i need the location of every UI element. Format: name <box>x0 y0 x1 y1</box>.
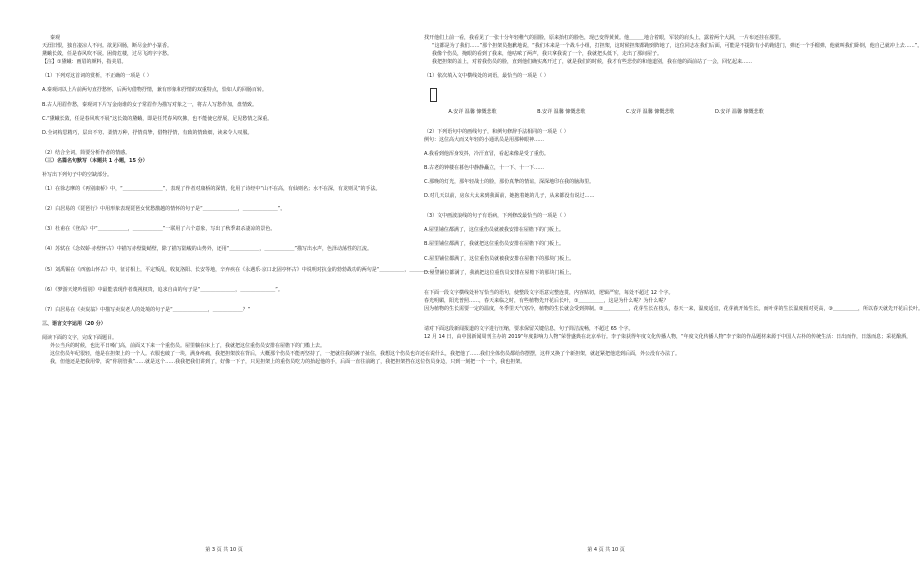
reading-intro: 阅读下面的文字，完成下面题目。 <box>42 334 118 341</box>
question-d-intro: 在下面一段文字横线处补写恰当的语句，使整段文字语意完整连贯，内容贴切，逻辑严密，每处不超过 12 个字。 <box>424 289 674 296</box>
question-1-option-b: B.古人用眉作愁，秦观词下片写金南谁的女子常眉作为描写对象之一，将古人写愁作加，盘情致。 <box>42 101 258 108</box>
poem-author: 秦观 <box>50 35 61 41</box>
section-heading: （三）名篇名句默写（本题共 1 小题，15 分） <box>42 157 148 164</box>
fill-item: （4）苏轼在《念奴娇·赤壁怀古》中描写赤壁陡峭壁，除了描写陆峻的山势外，还用“＿＿＿＿＿＿，＿＿＿＿＿＿”描写出水声，色泽动荡性的江流。 <box>42 246 372 253</box>
passage-paragraph: 找开他们上前一看，我看见了一张十分年轻稚气的圆脸，原来抬杠的脸色，现已变得黄黄。他＿＿＿地合着眼，军装的肩头上，露着两个大洞，一片布还挂在那里。 <box>424 35 785 41</box>
question-c-option-a: A.屋里铺位都满了，这位重伤员就被我安排在屋檐下的门板上。 <box>424 227 564 234</box>
question-c-option-d: D.屋里铺位都满了，我就把这位重伤员安排在屋檐下的那块门板上。 <box>424 269 575 276</box>
poem-line: 黛蛾长敛，任是春风吹不展。困倚危楼，过尽飞鸿字字愁。 <box>42 51 173 58</box>
question-a-options <box>424 108 788 116</box>
question-1-option-c: C.“黛蛾长敛，任是春风吹不展”这长敛的黛蛾，即是任凭春风吹拂，也不能使它舒展，足见愁情之深重。 <box>42 115 273 122</box>
poem-note: 【注】①黛蛾：画眉的颜料，指美眉。 <box>42 59 127 66</box>
passage-paragraph: 我，但他还是把我用带，说“你别管我”……就是这个……我我把我们讲到了，好像一下子，只见担架上的重伤员吃力的抬起他的手，后面一直往前跑了，我把担架挡在这位伤员身边，只到一刻把一个一个，我也担架。 <box>50 359 526 366</box>
option-b: B.安详 温馨 慷慨悲歌 <box>537 108 586 115</box>
question-b-option-d: D.对几天以前，房东大太来到我面前，她抱着她的儿子，从来都没有说过…… <box>424 193 595 200</box>
question-d-text: 春光明媚，阳光普照……，春天来临之时，有些植物先开花后长叶，①＿＿＿＿＿，这是为什么呢？为什么呢？ <box>424 297 669 304</box>
question-2: （2）结合全词，简要分析作者的情感。 <box>42 149 131 156</box>
question-b-stem: （2）下列语句中的画线句子，和例句修辞手法相同的一项是（ ） <box>424 128 569 135</box>
passage-paragraph: “这都是为了我们……”那个担架员抱歉地说，“我们本来是一个战斗小组，打担架，这时候担架都跑到阵地了，这位同志在我们后面，可能是不提防有小的跑进门，弹还一个手榴弹，他就叫我们卧倒，他自己就冲上去……”。 <box>432 43 923 50</box>
fill-item: （2）白居易的《琵琶行》中用形象表现琵琶女忧愁激越的情怀的句子是“＿＿＿＿＿＿＿，＿＿＿＿＿＿＿”。 <box>42 206 286 213</box>
question-a-stem: （1）依次填入文中横线处的词语，最恰当的一项是（ ） <box>424 73 549 80</box>
option-d: D.安详 温馨 慷慨悲歌 <box>714 108 764 115</box>
answer-box <box>430 88 437 102</box>
question-e-intro: 请对下面这段新闻报道的文字进行压缩，要求保留关键信息，句子简洁流畅，不超过 65 个字。 <box>424 325 634 332</box>
question-b-option-b: B.古老的钟楼在暮色中静静矗立，十一下、十一下…… <box>424 164 545 171</box>
page-footer-right: 第 4 页 共 10 页 <box>587 547 625 553</box>
right-column <box>424 34 923 341</box>
passage-paragraph: 我像个伤员，掩眼的看到了我来，他咕哝了两声，我只拿我说了一个，我就把头低下，走出了那间屋子。 <box>432 51 663 58</box>
question-c-stem: （3）文中画波浪线的句子有语病，下列修改最恰当的一项是（ ） <box>424 213 569 220</box>
question-b-example: 例句：这位高大而又年轻的小通讯员是用那种眼神…… <box>424 136 545 143</box>
page-footer-left: 第 3 页 共 10 页 <box>205 547 243 553</box>
option-c: C.安详 温馨 慷慨悲歌 <box>626 108 675 115</box>
question-1-stem: （1）下列对这首词的赏析，不正确的一项是（ ） <box>42 73 152 80</box>
fill-item: （5）刘禹锡在《西塞山怀古》中，征讨相上，平定叛乱，收复洛阳、长安等地，辛弃疾在《永遇乐·京口北固亭怀古》中说明对抗金的勃勃战功的两句是“＿＿＿＿＿，＿＿＿＿＿”。 <box>42 266 442 273</box>
poem-line: 天涯旧恨，独自凄凉人不问。欲见回肠，断尽金炉小篆香。 <box>42 43 173 50</box>
section-heading: 三、语言文字运用（20 分） <box>42 320 106 327</box>
question-1-option-d: D.全词构思精巧，层出不穷、柔情万种，抒情真挚，借物抒情，有致的情致细，读来令人叹服。 <box>42 129 253 136</box>
question-c-option-c: C.屋里铺位都满了，这位重伤员就被我安排在屋檐下的那块门板上。 <box>424 255 575 262</box>
fill-intro: 补写出下列句子中的空缺部分。 <box>42 172 113 179</box>
passage-paragraph: 外公当兵的时候，也比平日嗓门高，前面又下来一个重伤员。屋里躺在床上了，我就把这位重伤员安排在屋檐下的门槛上去。 <box>50 342 326 349</box>
passage-paragraph: 这位伤员年纪很轻，他是在担架上的一个人。衣服也破了一块，满身疼痛，我把担架放在背后，大概那个伤员不能再坚持了，一把就往我的裤子扯住，我想这个伤员也许还在说什么，我把他了……我们全体伤员都给你摆摆，这样又换了个新担架，就赶紧把他送到后面，外公没有办法了。 <box>50 351 681 358</box>
option-a: A.安详 温馨 慷慨悲歌 <box>448 108 497 115</box>
fill-item: （3）杜甫在《登高》中“＿＿＿＿＿＿，＿＿＿＿＿＿”一联用了六个意象，写出了秋季肃杀凄凉的景色。 <box>42 226 276 233</box>
question-1-option-a: A.秦观词以上片前两句直抒愁怀，后两句借物抒情，兼有形象和抒情的双重特点，恰如人的回肠百转。 <box>42 87 267 94</box>
fill-item: （1）在徐志摩的《再别康桥》中，“＿＿＿＿＿＿＿＿”，表现了作者对康桥的深情，化用了诗经中“山不在高，有仙则名；水不在深，有龙则灵”的手法。 <box>42 186 381 193</box>
question-b-option-c: C.那晚的灯光，那年轻战士的脸，那份真挚的情谊，深深地印在我的脑海里。 <box>424 179 595 186</box>
fill-item: （6）《梦游天姥吟留别》中最能表现作者蔑视权贵，追求自由的句子是“＿＿＿＿＿＿＿，＿＿＿＿＿＿＿”。 <box>42 286 283 293</box>
question-e-text: 12 月 14 日，由中国新闻周刊主办的 2019“年度影响力人物”荣誉盛典在北京举行。李子柒获得年度文化传播人物，“年度文化传播人物”李子柒的作品题材来源于中国人古朴的传统生活：日出而作，日落而息；采花酿酒， <box>424 334 912 341</box>
question-d-text: 因为植物的生长需要一定的温度，冬季里天气寒冷，植物的生长就会受到抑制。②＿＿＿＿＿，花芽生长在枝头，春天一来，温度适宜，花芽就开始生长。而叶芽的生长温度相对更高，③＿＿＿＿＿，所以春天就先开花后长叶。 <box>424 305 923 312</box>
fill-item: （7）白居易在《卖炭翁》中描写卖炭老人的处境的句子是“＿＿＿＿＿＿＿，＿＿＿＿＿＿？” <box>42 306 251 313</box>
passage-paragraph: 我把担架的盖上，对着我伤员的脸，直到他们确实离开过了，就是我们的时候，我才有些悲伤的和他道别，我在他的面前站了一会，回忆起来…… <box>432 59 753 66</box>
question-b-option-a: A.我看到他浑身发抖，冷汗直冒，看起来像是受了重伤。 <box>424 150 549 157</box>
question-c-option-b: B.屋里铺位都满了，我就把这位重伤员安排在屋檐下的门板上。 <box>424 241 565 248</box>
